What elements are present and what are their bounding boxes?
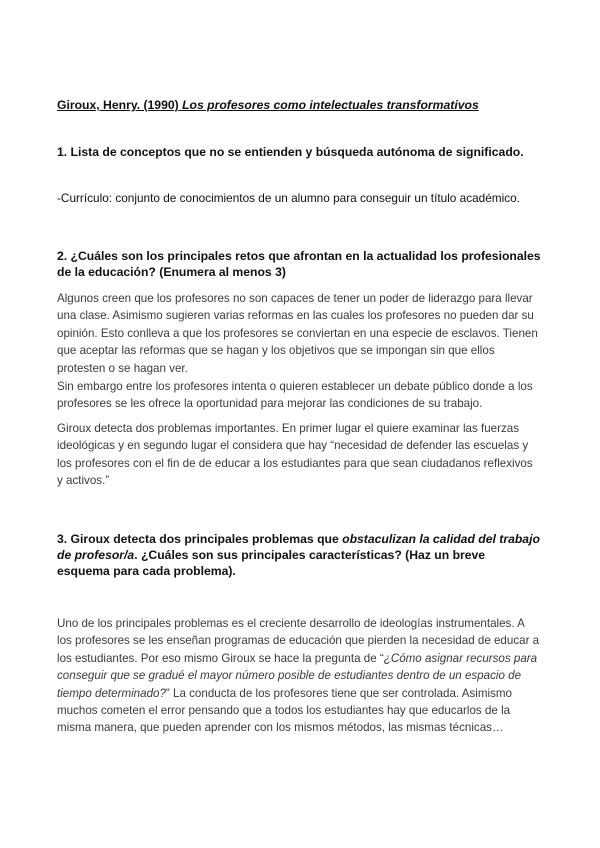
question-2: 2. ¿Cuáles son los principales retos que afrontan en la actualidad los profesionales de la educación? (Enumera al menos 3) [57,249,541,279]
answer-3-quote: ¿Cómo asignar recursos para conseguir que se gradué el mayor número posible de estudiantes dentro de un espacio de tiempo determinado? [57,651,538,700]
curriculo-definition: -Currículo: conjunto de conocimientos de un alumno para conseguir un título académico. [57,191,520,205]
answer-2-paragraph-2: Sin embargo entre los profesores intenta o quieren establecer un debate público donde a los profesores se les ofrece la oportunidad para mejorar las condiciones de su trabajo. [57,380,533,411]
answer-3-paragraph-1 [57,615,541,737]
question-3-part-a: 3. Giroux detecta dos principales problemas que [57,532,343,546]
question-1: 1. Lista de conceptos que no se entienden y búsqueda autónoma de significado. [57,145,524,159]
document-title [57,97,541,113]
answer-3-part-a: Uno de los principales problemas es el creciente desarrollo de ideologías instrumentales. A los profesores se les enseñan programas de educación que pierden la necesidad de educar a los estudiantes. Por eso mismo Giroux se hace la pregunta de “ [57,617,540,665]
answer-3-part-c: ” La conducta de los profesores tiene que ser controlada. Asimismo muchos cometen el error pensando que a todos los estudiantes hay que educarlos de la misma manera, que pueden aprender con los mismos métodos, las mismas técnicas… [57,686,512,735]
question-3 [57,531,541,579]
question-3-part-c: . ¿Cuáles son sus principales características? (Haz un breve esquema para cada problema). [57,548,486,578]
answer-2-paragraph-1: Algunos creen que los profesores no son capaces de tener un poder de liderazgo para llevar una clase. Asimismo sugieren varias reformas en las cuales los profesores no pueden dar su opinión. Esto conlleva a que los profesores se conviertan en una especie de esclavos. Tienen que aceptar las reformas que se hagan y los objetivos que se impongan sin que ellos protesten o se hagan ver. [57,292,538,375]
title-work: Los profesores como intelectuales transformativos [182,98,479,112]
title-author: Giroux, Henry. (1990) [57,98,183,112]
question-3-emphasis: obstaculizan la calidad del trabajo de profesor/a [57,532,540,562]
answer-2-paragraph-3: Giroux detecta dos problemas importantes. En primer lugar el quiere examinar las fuerzas ideológicas y en segundo lugar el considera que hay “necesidad de defender las escuelas y los profesores con el fin de de educar a los estudiantes para que sean ciudadanos reflexivos y activos.” [57,422,533,488]
